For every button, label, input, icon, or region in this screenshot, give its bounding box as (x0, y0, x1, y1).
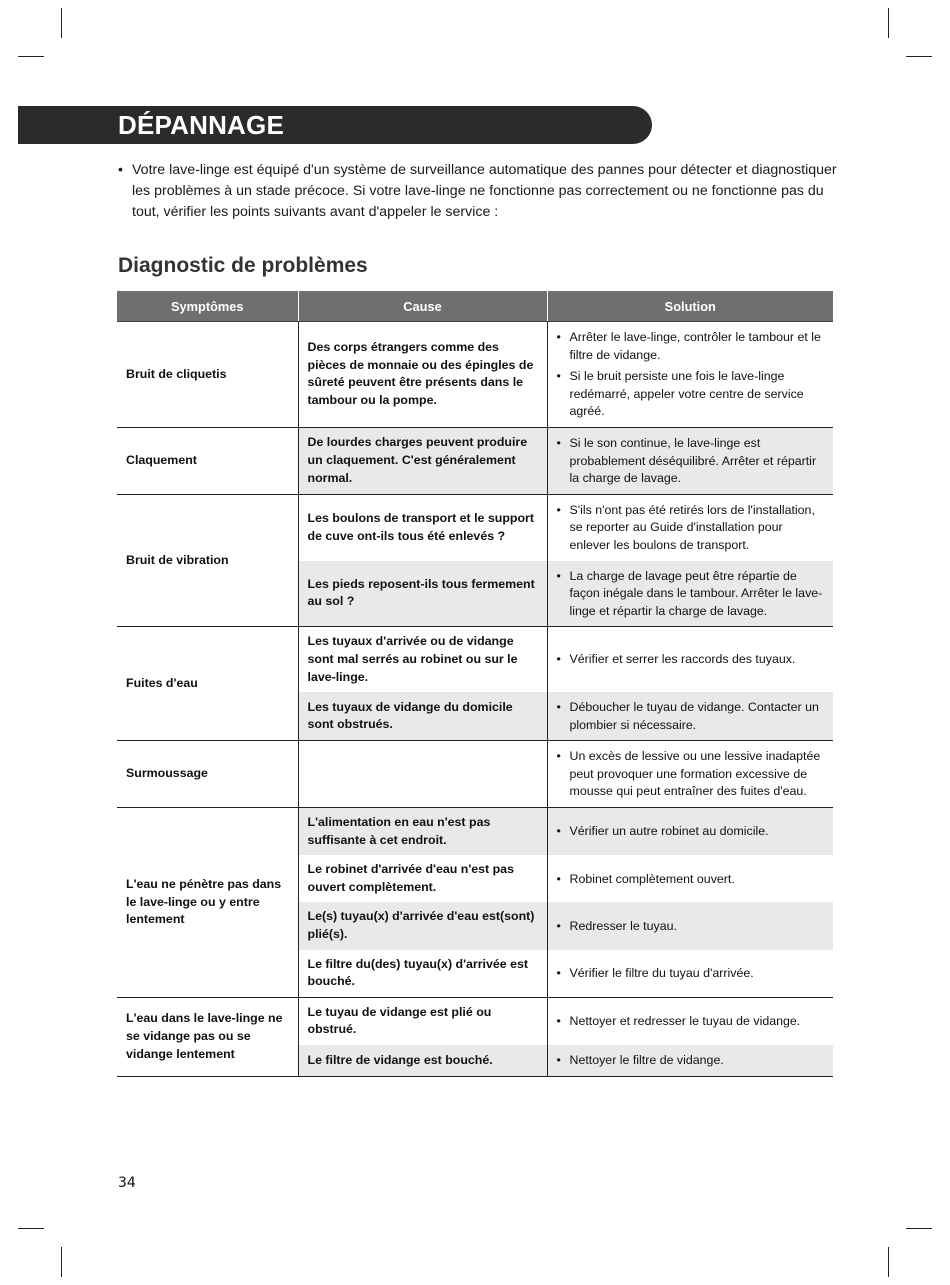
crop-mark (61, 8, 62, 38)
cause-cell: Les tuyaux de vidange du domicile sont obstrués. (298, 692, 547, 741)
solution-cell (547, 808, 833, 856)
crop-mark (906, 1228, 932, 1229)
table-row (117, 741, 833, 808)
intro-paragraph (118, 160, 838, 223)
intro-bullet: • (118, 162, 123, 178)
solution-item: • Redresser le tuyau. (557, 918, 825, 936)
solution-list (557, 823, 825, 841)
page-title-bar (18, 106, 652, 144)
diagnostic-table (117, 291, 833, 1077)
solution-list (557, 435, 825, 488)
cause-cell: Le robinet d'arrivée d'eau n'est pas ouvert complètement. (298, 855, 547, 902)
solution-cell (547, 322, 833, 428)
solution-list (557, 918, 825, 936)
solution-cell (547, 561, 833, 627)
header-cause: Cause (298, 291, 547, 322)
solution-cell (547, 494, 833, 560)
solution-item: • Robinet complètement ouvert. (557, 871, 825, 889)
crop-mark (61, 1247, 62, 1277)
crop-mark (18, 56, 44, 57)
table-row (117, 494, 833, 560)
solution-list (557, 329, 825, 421)
crop-mark (906, 56, 932, 57)
cause-cell: Des corps étrangers comme des pièces de monnaie ou des épingles de sûreté peuvent être présents dans le tambour ou la pompe. (298, 322, 547, 428)
crop-mark (888, 8, 889, 38)
solution-item: • Arrêter le lave-linge, contrôler le tambour et le filtre de vidange. (557, 329, 825, 364)
solution-list (557, 699, 825, 734)
solution-list (557, 748, 825, 801)
symptom-cell: L'eau ne pénètre pas dans le lave-linge ou y entre lentement (117, 808, 298, 998)
solution-cell (547, 950, 833, 998)
intro-text: Votre lave-linge est équipé d'un système de surveillance automatique des pannes pour détecter et diagnostiquer les problèmes à un stade précoce. Si votre lave-linge ne fonctionne pas correctement ou ne fonctionne pas du tout, vérifier les points suivants avant d'appeler le service : (132, 162, 837, 220)
cause-cell: Les tuyaux d'arrivée ou de vidange sont mal serrés au robinet ou sur le lave-linge. (298, 627, 547, 692)
cause-cell (298, 741, 547, 808)
solution-item: • Nettoyer et redresser le tuyau de vidange. (557, 1013, 825, 1031)
table-row (117, 427, 833, 494)
solution-cell (547, 692, 833, 741)
solution-list (557, 1013, 825, 1031)
table-header-row (117, 291, 833, 322)
table-row (117, 997, 833, 1045)
symptom-cell: Bruit de vibration (117, 494, 298, 627)
solution-list (557, 568, 825, 621)
solution-item: • Un excès de lessive ou une lessive inadaptée peut provoquer une formation excessive de mousse qui peut entraîner des fuites d'eau. (557, 748, 825, 801)
solution-list (557, 871, 825, 889)
solution-cell (547, 427, 833, 494)
solution-item: • S'ils n'ont pas été retirés lors de l'installation, se reporter au Guide d'installation pour enlever les boulons de transport. (557, 502, 825, 555)
crop-mark (888, 1247, 889, 1277)
solution-item: • Si le bruit persiste une fois le lave-linge redémarré, appeler votre centre de service agréé. (557, 368, 825, 421)
cause-cell: L'alimentation en eau n'est pas suffisante à cet endroit. (298, 808, 547, 856)
solution-item: • La charge de lavage peut être répartie de façon inégale dans le tambour. Arrêter le lave-linge et répartir la charge de lavage. (557, 568, 825, 621)
table-row (117, 808, 833, 856)
cause-cell: Le filtre du(des) tuyau(x) d'arrivée est bouché. (298, 950, 547, 998)
solution-cell (547, 627, 833, 692)
solution-item: • Vérifier un autre robinet au domicile. (557, 823, 825, 841)
solution-cell (547, 1045, 833, 1076)
table-body (117, 322, 833, 1077)
symptom-cell: L'eau dans le lave-linge ne se vidange pas ou se vidange lentement (117, 997, 298, 1076)
cause-cell: Le tuyau de vidange est plié ou obstrué. (298, 997, 547, 1045)
cause-cell: Les pieds reposent-ils tous fermement au sol ? (298, 561, 547, 627)
solution-cell (547, 902, 833, 949)
table-row (117, 322, 833, 428)
solution-cell (547, 741, 833, 808)
solution-item: • Si le son continue, le lave-linge est probablement déséquilibré. Arrêter et répartir la charge de lavage. (557, 435, 825, 488)
table-row (117, 627, 833, 692)
header-solution: Solution (547, 291, 833, 322)
cause-cell: Les boulons de transport et le support de cuve ont-ils tous été enlevés ? (298, 494, 547, 560)
crop-mark (18, 1228, 44, 1229)
solution-item: • Vérifier le filtre du tuyau d'arrivée. (557, 965, 825, 983)
symptom-cell: Bruit de cliquetis (117, 322, 298, 428)
cause-cell: Le filtre de vidange est bouché. (298, 1045, 547, 1076)
solution-cell (547, 997, 833, 1045)
solution-cell (547, 855, 833, 902)
solution-list (557, 502, 825, 555)
solution-item: • Déboucher le tuyau de vidange. Contacter un plombier si nécessaire. (557, 699, 825, 734)
symptom-cell: Claquement (117, 427, 298, 494)
cause-cell: De lourdes charges peuvent produire un claquement. C'est généralement normal. (298, 427, 547, 494)
symptom-cell: Surmoussage (117, 741, 298, 808)
cause-cell: Le(s) tuyau(x) d'arrivée d'eau est(sont) plié(s). (298, 902, 547, 949)
solution-list (557, 965, 825, 983)
solution-list (557, 651, 825, 669)
solution-item: • Nettoyer le filtre de vidange. (557, 1052, 825, 1070)
solution-list (557, 1052, 825, 1070)
page-title: DÉPANNAGE (118, 110, 285, 140)
solution-item: • Vérifier et serrer les raccords des tuyaux. (557, 651, 825, 669)
page-number: 34 (118, 1175, 136, 1191)
symptom-cell: Fuites d'eau (117, 627, 298, 741)
section-title: Diagnostic de problèmes (118, 254, 368, 277)
header-symptoms: Symptômes (117, 291, 298, 322)
